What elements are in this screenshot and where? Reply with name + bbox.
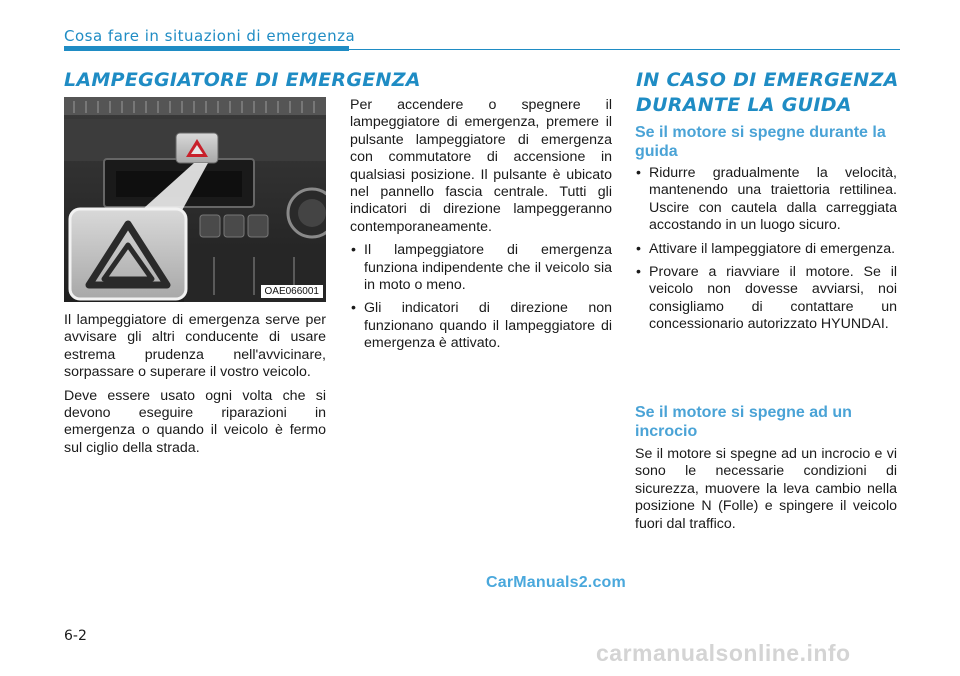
page-number: 6-2 [64, 628, 87, 644]
bullet-list [350, 242, 612, 352]
header-rule-thin [349, 49, 900, 50]
left-body [64, 312, 326, 463]
list-item: • Gli indicatori di direzione non funzionano quando il lampeggiatore di emergenza è attivato. [351, 300, 612, 352]
header-rule-thick [64, 46, 349, 51]
paragraph: Il lampeggiatore di emergenza serve per avvisare gli altri conducente di usare estrema prudenza nell'avvicinare, sorpassare o superare il vostro veicolo. [64, 312, 326, 381]
middle-body [350, 97, 612, 359]
list-item: • Provare a riavviare il motore. Se il veicolo non dovesse avviarsi, noi consigliamo di contattare un concessionario autorizzato HYUNDAI. [636, 264, 897, 333]
section-title-line: IN CASO DI EMERGENZA [636, 69, 899, 91]
list-item: • Attivare il lampeggiatore di emergenza. [636, 240, 896, 257]
list-item: • Ridurre gradualmente la velocità, mantenendo una traiettoria rettilinea. Uscire con cautela dalla carreggiata accostando in un luogo sicuro. [636, 165, 897, 234]
section-title-emergency-driving [636, 68, 906, 118]
section-title-line: DURANTE LA GUIDA [636, 94, 852, 116]
footer-watermark: carmanualsonline.info [596, 640, 851, 666]
paragraph: Deve essere usato ogni volta che si devono eseguire riparazioni in emergenza o quando il veicolo è fermo sul ciglio della strada. [64, 387, 326, 456]
paragraph: Se il motore si spegne ad un incrocio e vi sono le necessarie condizioni di sicurezza, muovere la leva cambio nella posizione N (Folle) e spingere il veicolo fuori dal traffico. [635, 446, 897, 532]
hazard-switch-figure [64, 97, 326, 302]
paragraph: Per accendere o spegnere il lampeggiatore di emergenza, premere il pulsante lampeggiatore di emergenza con commutatore di accensione in qualsiasi posizione. Il pulsante è ubicato nel pannello fascia centrale. Tutti gli indicatori di direzione lampeggeranno contemporaneamente. [350, 97, 612, 235]
subheading-engine-stalls-crossroad: Se il motore si spegne ad un incrocio [635, 404, 852, 440]
right-body-1 [635, 165, 897, 340]
right-body-2 [635, 446, 897, 539]
bullet-list [635, 165, 897, 334]
list-item: • Il lampeggiatore di emergenza funziona indipendente che il veicolo sia in moto o meno. [351, 242, 612, 294]
section-title-hazard: LAMPEGGIATORE DI EMERGENZA [64, 69, 421, 91]
watermark-link[interactable]: CarManuals2.com [486, 574, 626, 591]
dashboard-illustration [64, 97, 326, 302]
chapter-title: Cosa fare in situazioni di emergenza [64, 27, 356, 45]
subheading-engine-stalls-driving: Se il motore si spegne durante la guida [635, 124, 886, 160]
figure-code: OAE066001 [261, 285, 324, 298]
